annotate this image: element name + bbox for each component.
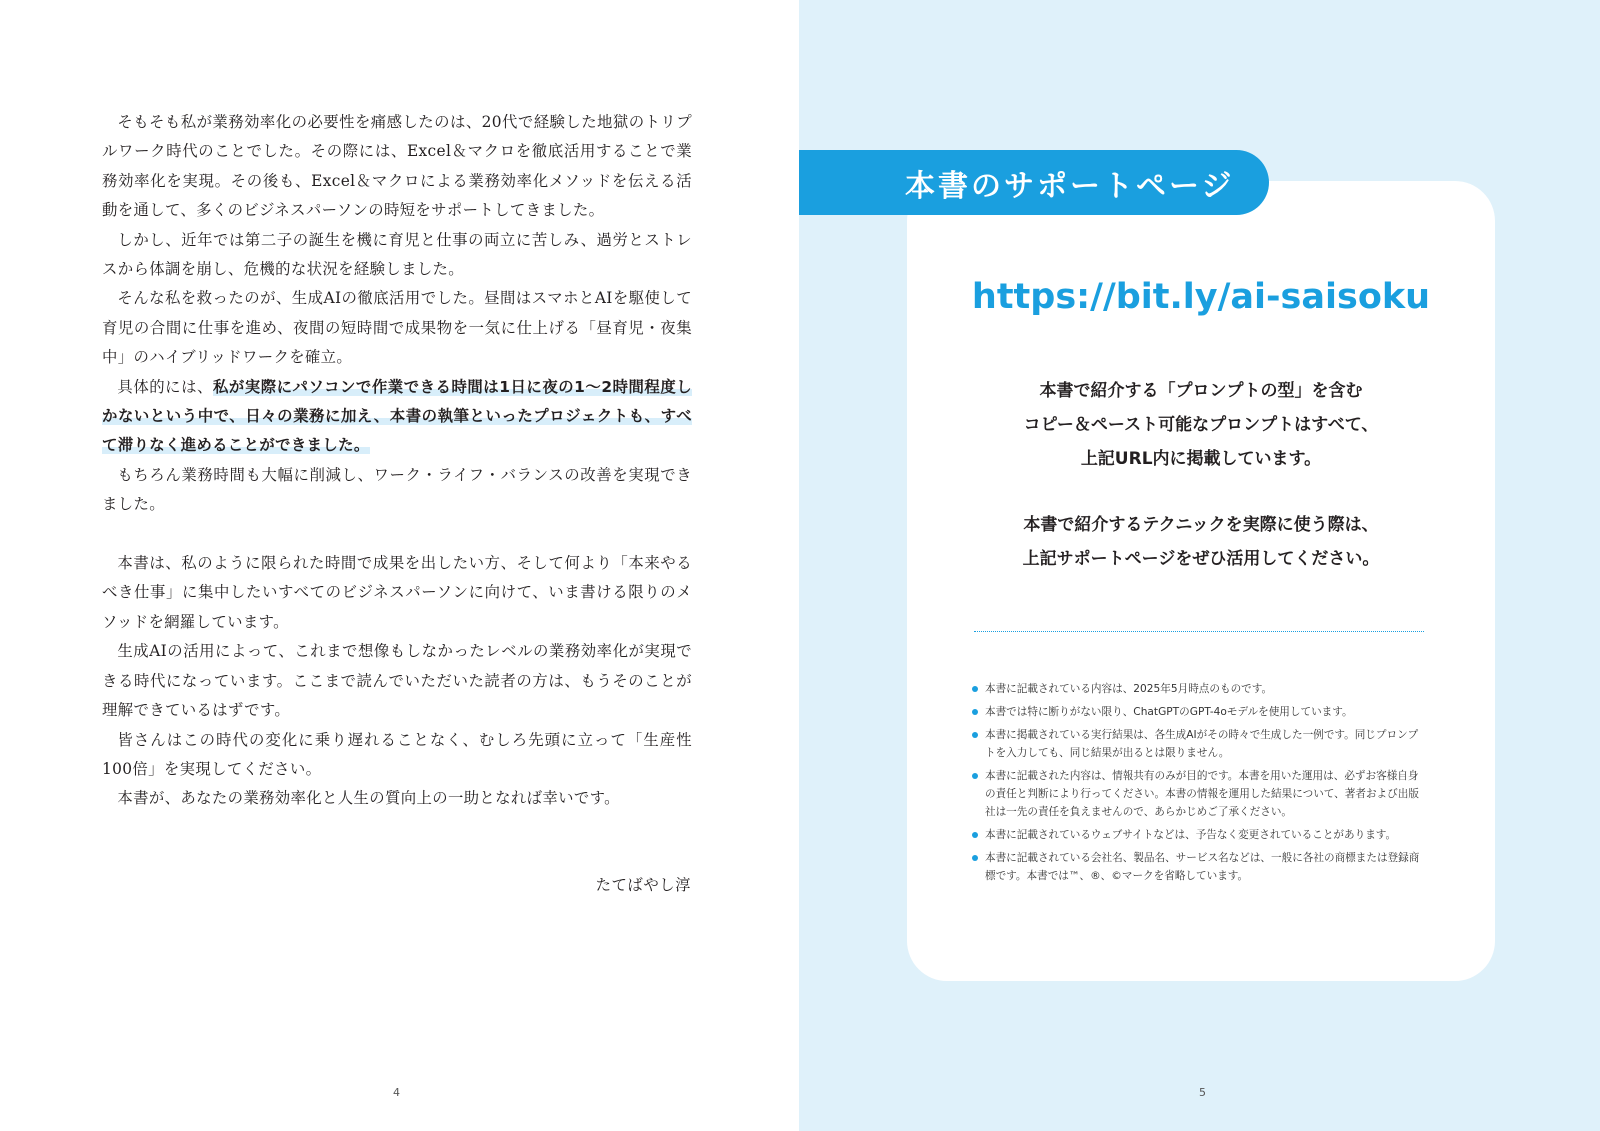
note-text: 本書に記載されている内容は、2025年5月時点のものです。: [985, 683, 1273, 695]
notes-list: [972, 680, 1427, 890]
support-info: [907, 374, 1495, 576]
bullet-dot-icon: [972, 732, 978, 738]
banner-title: 本書のサポートページ: [905, 168, 1235, 204]
paragraph: そんな私を救ったのが、生成AIの徹底活用でした。昼間はスマホとAIを駆使して育児の合間に仕事を進め、夜間の短時間で成果物を一気に仕上げる「昼育児・夜集中」のハイブリッドワークを確立。: [102, 289, 692, 367]
paragraph: 本書が、あなたの業務効率化と人生の質向上の一助となれば幸いです。: [117, 789, 620, 808]
note-text: 本書に記載された内容は、情報共有のみが目的です。本書を用いた運用は、必ずお客様自身の責任と判断により行ってください。本書の情報を運用した結果について、著者および出版社は一先の責任を負えませんので、あらかじめご了承ください。: [985, 770, 1419, 818]
info-line: 本書で紹介するテクニックを実際に使う際は、: [1023, 515, 1379, 535]
page-number-left: 4: [393, 1086, 400, 1099]
info-line: コピー＆ペースト可能なプロンプトはすべて、: [1023, 415, 1379, 435]
note-text: 本書に記載されている会社名、製品名、サービス名などは、一般に各社の商標または登録商標です。本書では™、®、©マークを省略しています。: [985, 852, 1420, 882]
author-signature: たてばやし淳: [595, 876, 691, 894]
dotted-divider: [974, 631, 1424, 632]
right-page: [799, 0, 1600, 1131]
info-line: 上記URL内に掲載しています。: [1080, 449, 1322, 469]
note-item: [972, 703, 1427, 721]
paragraph: 本書は、私のように限られた時間で成果を出したい方、そして何より「本来やるべき仕事」に集中したいすべてのビジネスパーソンに向けて、いま書ける限りのメソッドを網羅しています。: [102, 554, 692, 631]
paragraph-highlighted: [102, 373, 692, 461]
support-page-url[interactable]: https://bit.ly/ai-saisoku: [971, 277, 1431, 317]
page-number-right: 5: [1199, 1086, 1206, 1099]
paragraph: もちろん業務時間も大幅に削減し、ワーク・ライフ・バランスの改善を実現できました。: [102, 465, 692, 514]
note-text: 本書に記載されているウェブサイトなどは、予告なく変更されていることがあります。: [985, 829, 1397, 841]
note-item: [972, 680, 1427, 698]
note-item: [972, 726, 1427, 762]
note-text: 本書に掲載されている実行結果は、各生成AIがその時々で生成した一例です。同じプロンプトを入力しても、同じ結果が出るとは限りません。: [985, 729, 1419, 759]
note-text: 本書では特に断りがない限り、ChatGPTのGPT-4oモデルを使用しています。: [985, 706, 1353, 718]
info-gap: [907, 476, 1495, 508]
bullet-dot-icon: [972, 832, 978, 838]
paragraph: 生成AIの活用によって、これまで想像もしなかったレベルの業務効率化が実現できる時代になっています。ここまで読んでいただいた読者の方は、もうそのことが理解できているはずです。: [102, 642, 692, 720]
highlighted-text: 私が実際にパソコンで作業できる時間は1日に夜の1〜2時間程度しかないという中で、日々の業務に加え、本書の執筆といったプロジェクトも、すべて滞りなく進めることができました。: [102, 377, 692, 455]
paragraph: しかし、近年では第二子の誕生を機に育児と仕事の両立に苦しみ、過労とストレスから体調を崩し、危機的な状況を経験しました。: [102, 230, 692, 279]
note-item: [972, 826, 1427, 844]
note-item: [972, 849, 1427, 885]
bullet-dot-icon: [972, 709, 978, 715]
title-banner: [799, 150, 1269, 215]
body-text: [102, 108, 692, 814]
info-line: 本書で紹介する「プロンプトの型」を含む: [1039, 381, 1363, 401]
paragraph: そもそも私が業務効率化の必要性を痛感したのは、20代で経験した地獄のトリプルワーク時代のことでした。その際には、Excel＆マクロを徹底活用することで業務効率化を実現。その後も、Excel＆マクロによる業務効率化メソッドを伝える活動を通して、多くのビジネスパーソンの時短をサポートしてきました。: [102, 113, 692, 220]
paragraph: 皆さんはこの時代の変化に乗り遅れることなく、むしろ先頭に立って「生産性100倍」を実現してください。: [102, 730, 692, 778]
paragraph-gap: [102, 520, 692, 549]
info-line: 上記サポートページをぜひ活用してください。: [1022, 549, 1380, 569]
bullet-dot-icon: [972, 686, 978, 692]
bullet-dot-icon: [972, 773, 978, 779]
note-item: [972, 767, 1427, 821]
left-page: [0, 0, 799, 1131]
bullet-dot-icon: [972, 855, 978, 861]
paragraph-lead: 具体的には、: [117, 377, 213, 396]
